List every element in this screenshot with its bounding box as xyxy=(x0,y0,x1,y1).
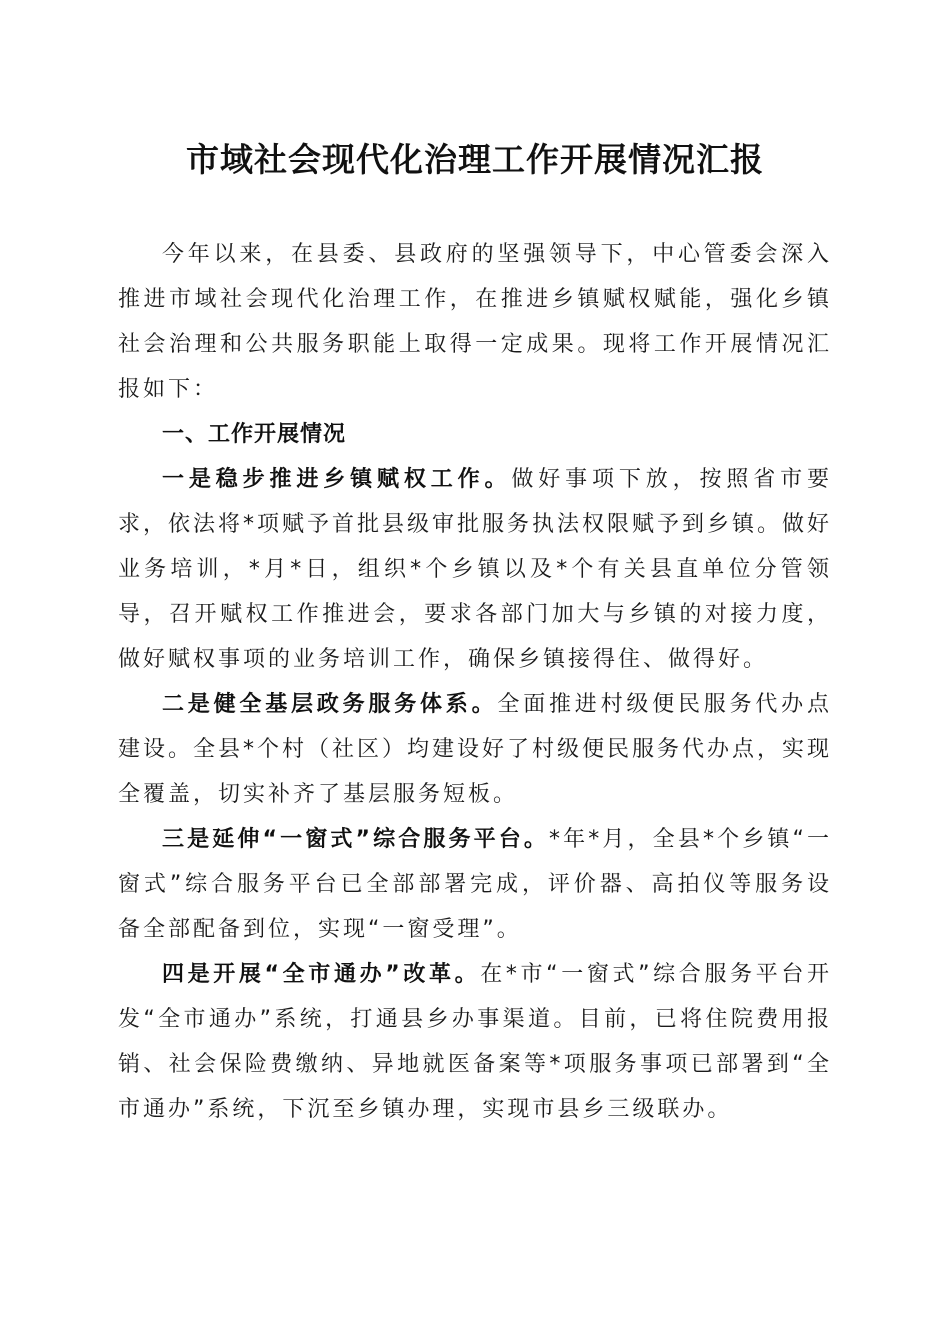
intro-paragraph: 今年以来，在县委、县政府的坚强领导下，中心管委会深入推进市域社会现代化治理工作，在推进乡镇赋权赋能，强化乡镇社会治理和公共服务职能上取得一定成果。现将工作开展情况汇报如下： xyxy=(118,242,832,402)
item-paragraph-2 xyxy=(118,682,832,817)
item-text: 在*市“一窗式”综合服务平台开发“全市通办”系统，打通县乡办事渠道。目前，已将住院费用报销、社会保险费缴纳、异地就医备案等*项服务事项已部署到“全市通办”系统，下沉至乡镇办理，实现市县乡三级联办。 xyxy=(118,962,833,1122)
item-paragraph-3 xyxy=(118,817,832,952)
section-heading: 一、工作开展情况 xyxy=(162,422,347,447)
document-title: 市域社会现代化治理工作开展情况汇报 xyxy=(186,140,764,179)
item-text: *年*月，全县*个乡镇“一窗式”综合服务平台已全部部署完成，评价器、高拍仪等服务设备全部配备到位，实现“一窗受理”。 xyxy=(118,827,833,942)
item-text: 做好事项下放，按照省市要求，依法将*项赋予首批县级审批服务执法权限赋予到乡镇。做好业务培训，*月*日，组织*个乡镇以及*个有关县直单位分管领导，召开赋权工作推进会，要求各部门加大与乡镇的对接力度，做好赋权事项的业务培训工作，确保乡镇接得住、做得好。 xyxy=(118,467,833,672)
item-lead: 三是延伸“一窗式”综合服务平台。 xyxy=(162,827,550,852)
document-body xyxy=(118,232,832,1132)
item-lead: 四是开展“全市通办”改革。 xyxy=(162,962,481,987)
item-lead: 一是稳步推进乡镇赋权工作。 xyxy=(162,467,512,492)
item-text: 全面推进村级便民服务代办点建设。全县*个村（社区）均建设好了村级便民服务代办点，实现全覆盖，切实补齐了基层服务短板。 xyxy=(118,692,833,807)
item-paragraph-1 xyxy=(118,457,832,682)
item-paragraph-4 xyxy=(118,952,832,1132)
item-lead: 二是健全基层政务服务体系。 xyxy=(162,692,498,717)
